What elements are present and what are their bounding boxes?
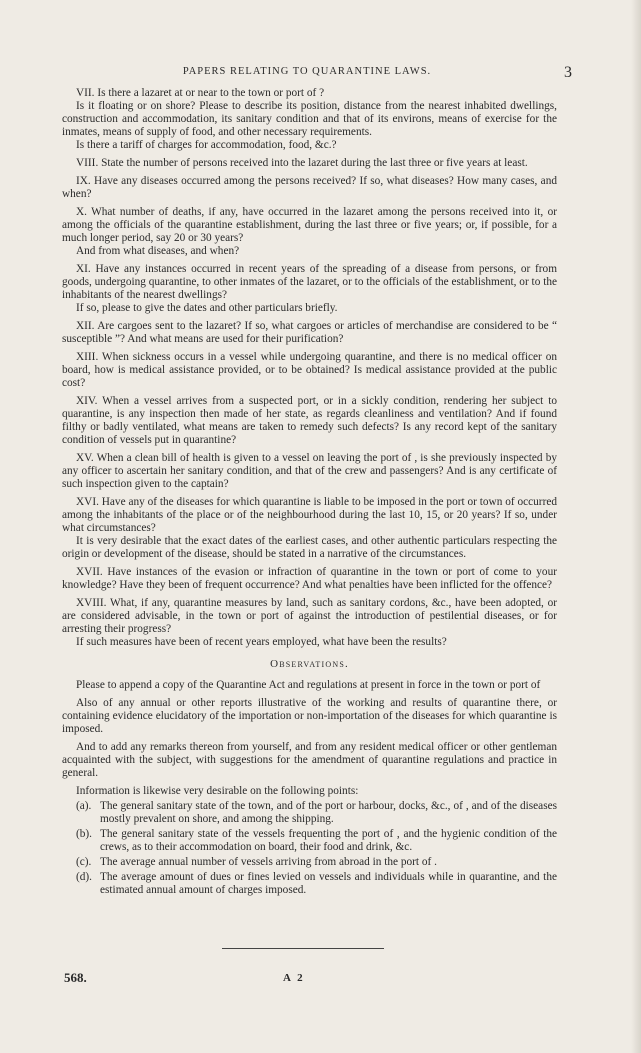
question-xiv: XIV. When a vessel arrives from a suspected port, or in a sickly condition, rendering her subject to quarantine, is any inspection then made of her state, as regards cleanliness and ventilation? And if found filthy or badly ventilated, what means are taken to remedy such defects? Is any record kept of the sanitary condition of vessels put in quarantine?: [62, 395, 557, 446]
question-ix: IX. Have any diseases occurred among the persons received? If so, what diseases? How many cases, and when?: [62, 175, 557, 200]
observations-points: [62, 800, 557, 897]
observations-paragraphs: [62, 679, 557, 798]
question-x-note: And from what diseases, and when?: [76, 245, 240, 257]
page-number: 3: [564, 64, 572, 81]
observation-point: [62, 856, 557, 869]
questions-list: [62, 87, 557, 649]
point-label: (a).: [76, 800, 92, 812]
observation-paragraph: And to add any remarks thereon from yourself, and from any resident medical officer or other gentleman acquainted with the subject, with suggestions for the amendment of quarantine regulations and practice in general.: [62, 741, 557, 779]
question-xi-note: If so, please to give the dates and other particulars briefly.: [76, 302, 338, 314]
point-label: (c).: [76, 856, 92, 868]
point-text: The general sanitary state of the vessels frequenting the port of , and the hygienic condition of the crews, as to their accommodation on board, their food and drink, &c.: [100, 828, 557, 853]
observation-point: [62, 800, 557, 826]
question-xi: XI. Have any instances occurred in recent years of the spreading of a disease from persons, or from goods, undergoing quarantine, to other inmates of the lazaret, or to the officials of the establishment, or to the inhabitants of the nearest dwellings?: [62, 263, 557, 301]
point-label: (d).: [76, 871, 92, 883]
observation-point: [62, 828, 557, 854]
point-text: The average annual number of vessels arriving from abroad in the port of .: [100, 856, 437, 868]
question-xiii: XIII. When sickness occurs in a vessel while undergoing quarantine, and there is no medical officer on board, how is medical assistance provided, or to be obtained? Is medical assistance provided at the public cost?: [62, 351, 557, 389]
point-text: The general sanitary state of the town, and of the port or harbour, docks, &c., of , and of the diseases mostly prevalent on shore, and among the shipping.: [100, 800, 557, 825]
observation-paragraph: Also of any annual or other reports illustrative of the working and results of quarantine there, or containing evidence elucidatory of the importation or non-importation of the diseases for which quarantine is imposed.: [62, 697, 557, 735]
page-header: [62, 64, 622, 82]
footer-signature: A 2: [283, 972, 305, 984]
question-xvi-note: It is very desirable that the exact dates of the earliest cases, and other authentic particulars respecting the origin or development of the disease, should be stated in a narrative of the circumstances.: [62, 535, 557, 560]
observations-title: Observations.: [270, 658, 349, 670]
observation-paragraph: Please to append a copy of the Quarantine Act and regulations at present in force in the town or port of: [76, 679, 541, 691]
question-viii: VIII. State the number of persons received into the lazaret during the last three or five years at least.: [76, 157, 528, 169]
closing-rule: [222, 948, 384, 949]
question-xviii: XVIII. What, if any, quarantine measures by land, such as sanitary cordons, &c., have been adopted, or are considered advisable, in the town or port of against the introduction of pestilential diseases, or for arresting their progress?: [62, 597, 557, 635]
point-label: (b).: [76, 828, 92, 840]
page-body: [62, 87, 557, 897]
question-vii-note: Is there a tariff of charges for accommodation, food, &c.?: [76, 139, 337, 151]
point-text: The average amount of dues or fines levied on vessels and individuals while in quarantine, and the estimated annual amount of charges imposed.: [100, 871, 557, 896]
question-vii: VII. Is there a lazaret at or near to the town or port of ?: [76, 87, 325, 99]
question-x: X. What number of deaths, if any, have occurred in the lazaret among the persons received into it, or among the officials of the quarantine establishment, during the last three or five years; or, if possible, for a much longer period, say 20 or 30 years?: [62, 206, 557, 244]
question-vii-note: Is it floating or on shore? Please to describe its position, distance from the nearest inhabited dwellings, construction and accommodation, its sanitary condition and that of its environs, means of exercise for the inmates, means of supply of food, and other necessary requirements.: [62, 100, 557, 138]
page-edge-shadow: [631, 0, 641, 1053]
observation-paragraph: Information is likewise very desirable on the following points:: [76, 785, 359, 797]
observation-point: [62, 871, 557, 897]
running-head: PAPERS RELATING TO QUARANTINE LAWS.: [182, 66, 432, 77]
question-xviii-note: If such measures have been of recent years employed, what have been the results?: [76, 636, 447, 648]
question-xvii: XVII. Have instances of the evasion or infraction of quarantine in the town or port of come to your knowledge? Have they been of frequent occurrence? And what penalties have been inflicted for the offence?: [62, 566, 557, 591]
question-xii: XII. Are cargoes sent to the lazaret? If so, what cargoes or articles of merchandise are considered to be “ susceptible ”? And what means are used for their purification?: [62, 320, 557, 345]
question-xvi: XVI. Have any of the diseases for which quarantine is liable to be imposed in the port or town of occurred among the inhabitants of the place or of the neighbourhood during the last 10, 15, or 20 years? If so, under what circumstances?: [62, 496, 557, 534]
question-xv: XV. When a clean bill of health is given to a vessel on leaving the port of , is she previously inspected by any officer to ascertain her sanitary condition, and that of the crew and passengers? And is any certificate of such inspection given to the captain?: [62, 452, 557, 490]
footer-number: 568.: [64, 970, 87, 985]
